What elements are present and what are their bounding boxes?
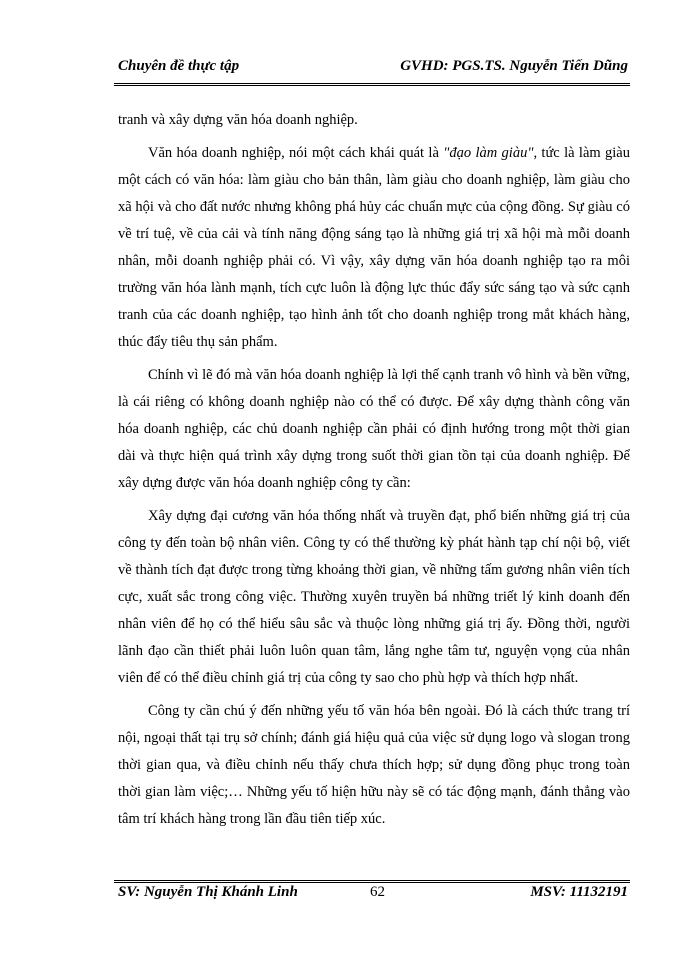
- footer-student-id: MSV: 11132191: [530, 884, 628, 900]
- header-advisor: GVHD: PGS.TS. Nguyễn Tiến Dũng: [400, 58, 628, 74]
- document-body: [118, 107, 630, 833]
- header-divider: [114, 83, 630, 86]
- paragraph-2-start: Văn hóa doanh nghiệp, nói một cách khái quát là: [148, 145, 444, 161]
- paragraph-2-quote: "đạo làm giàu": [443, 145, 534, 161]
- page-number: 62: [370, 884, 385, 900]
- paragraph-2-rest: , tức là làm giàu một cách có văn hóa: làm giàu cho bản thân, làm giàu cho doanh nghiệp, làm giàu cho xã hội và cho đất nước nhưng không phá hủy các chuẩn mực của cộng đồng. Sự giàu có về trí tuệ, về của cải và tính năng động sáng tạo là những giá trị xã hội mà mỗi doanh nhân, mỗi doanh nghiệp phải có. Vì vậy, xây dựng văn hóa doanh nghiệp tạo ra môi trường văn hóa lành mạnh, tích cực luôn là động lực thúc đẩy sức sáng tạo và sức cạnh tranh của các doanh nghiệp, tạo hình ảnh tốt cho doanh nghiệp trong mắt khách hàng, thúc đẩy tiêu thụ sản phẩm.: [118, 145, 630, 350]
- paragraph-4: Xây dựng đại cương văn hóa thống nhất và truyền đạt, phổ biến những giá trị của công ty đến toàn bộ nhân viên. Công ty có thể thường kỳ phát hành tạp chí nội bộ, viết về thành tích đạt được trong từng khoảng thời gian, về những tấm gương nhân viên tích cực, xuất sắc trong công việc. Thường xuyên truyền bá những triết lý kinh doanh đến nhân viên để họ có thể hiểu sâu sắc và thuộc lòng những giá trị ấy. Đồng thời, người lãnh đạo cần thiết phải luôn luôn quan tâm, lắng nghe tâm tư, nguyện vọng của nhân viên để có thể điều chỉnh giá trị của công ty sao cho phù hợp và thích hợp nhất.: [118, 508, 630, 686]
- page-footer: [118, 884, 628, 908]
- footer-student: SV: Nguyễn Thị Khánh Linh: [118, 884, 298, 900]
- footer-divider: [114, 880, 630, 883]
- paragraph-2: [118, 140, 630, 356]
- page-header: [118, 56, 628, 80]
- header-title: Chuyên đề thực tập: [118, 58, 240, 74]
- paragraph-3: Chính vì lẽ đó mà văn hóa doanh nghiệp là lợi thế cạnh tranh vô hình và bền vững, là cái riêng có không doanh nghiệp nào có thể có được. Để xây dựng thành công văn hóa doanh nghiệp, các chủ doanh nghiệp cần phải có định hướng trong một thời gian dài và thực hiện quá trình xây dựng trong suốt thời gian tồn tại của doanh nghiệp. Để xây dựng được văn hóa doanh nghiệp công ty cần:: [118, 367, 630, 491]
- paragraph-1: tranh và xây dựng văn hóa doanh nghiệp.: [118, 112, 358, 128]
- paragraph-5: Công ty cần chú ý đến những yếu tố văn hóa bên ngoài. Đó là cách thức trang trí nội, ngoại thất tại trụ sở chính; đánh giá hiệu quả của việc sử dụng logo và slogan trong thời gian qua, và điều chỉnh nếu thấy chưa thích hợp; sử dụng đồng phục trong toàn thời gian làm việc;… Những yếu tố hiện hữu này sẽ có tác động mạnh, đánh thẳng vào tâm trí khách hàng trong lần đầu tiên tiếp xúc.: [118, 703, 630, 827]
